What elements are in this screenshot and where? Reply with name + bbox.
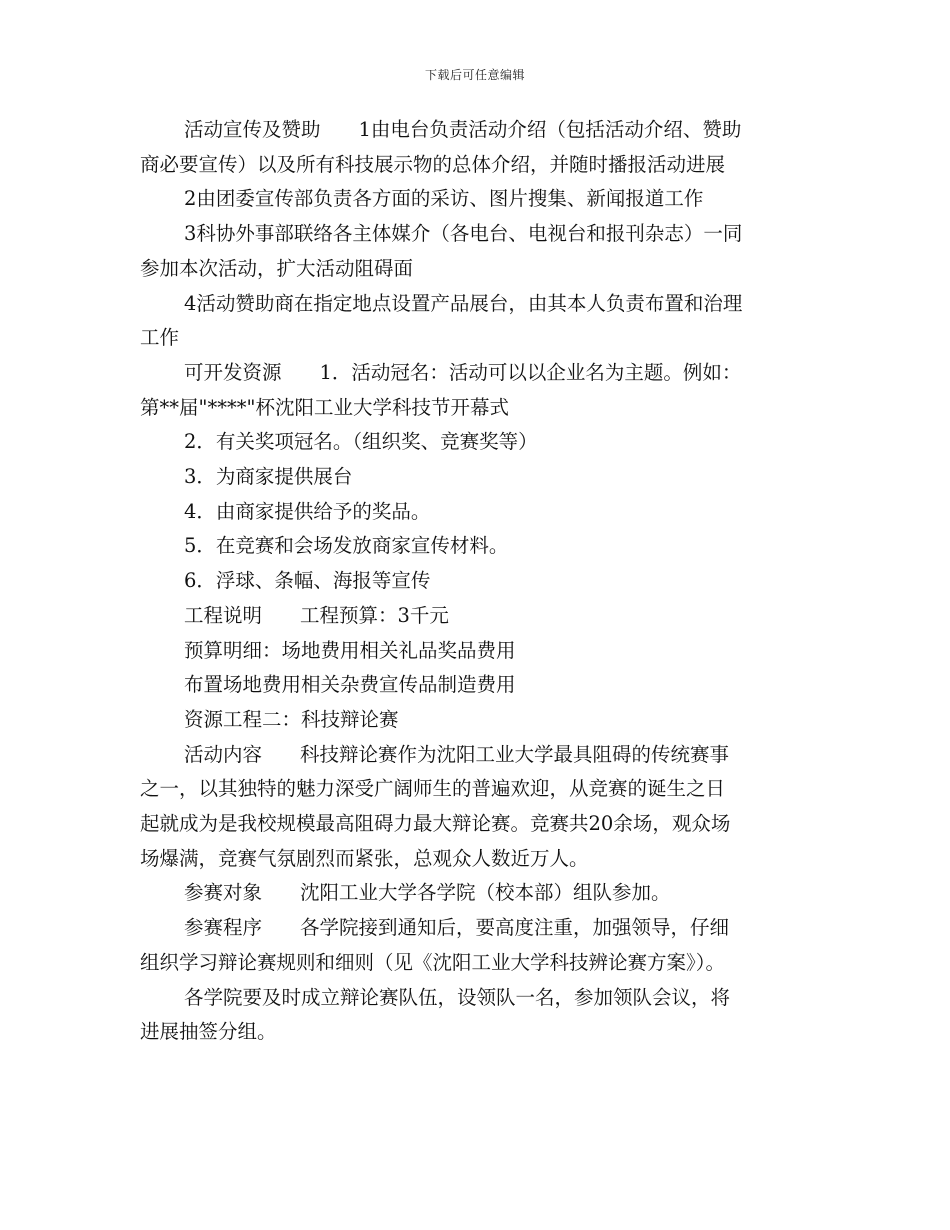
section-label: 参赛对象 xyxy=(184,881,263,905)
line-text: 1由电台负责活动介绍（包括活动介绍、赞助 xyxy=(358,118,742,141)
paragraph-line: 预算明细：场地费用相关礼品奖品费用 xyxy=(184,638,516,662)
paragraph-line: 3科协外事部联络各主体媒介（各电台、电视台和报刊杂志）一同 xyxy=(184,222,743,246)
paragraph-line: 参加本次活动，扩大活动阻碍面 xyxy=(140,256,414,280)
paragraph-line: 第**届"****"杯沈阳工业大学科技节开幕式 xyxy=(140,395,509,419)
paragraph-line xyxy=(140,876,815,911)
paragraph-line: 各学院要及时成立辩论赛队伍，设领队一名，参加领队会议，将 xyxy=(184,985,731,1009)
paragraph-line xyxy=(140,356,815,391)
list-item: 6．浮球、条幅、海报等宣传 xyxy=(184,569,431,593)
paragraph-line: 工作 xyxy=(140,326,180,350)
list-item: 4．由商家提供给予的奖品。 xyxy=(184,499,431,523)
line-text: 1．活动冠名：活动可以以企业名为主题。例如： xyxy=(319,360,742,384)
section-label: 活动宣传及赞助 xyxy=(184,118,321,141)
paragraph-line: 商必要宣传）以及所有科技展示物的总体介绍，并随时播报活动进展 xyxy=(140,152,726,176)
paragraph-line xyxy=(140,113,815,148)
paragraph-line: 组织学习辩论赛规则和细则（见《沈阳工业大学科技辨论赛方案》）。 xyxy=(140,950,726,974)
section-label: 可开发资源 xyxy=(184,360,282,384)
paragraph-line: 场爆满，竞赛气氛剧烈而紧张，总观众人数近万人。 xyxy=(140,846,589,870)
page-header: 下载后可任意编辑 xyxy=(424,68,525,82)
paragraph-line xyxy=(140,599,815,634)
section-heading: 资源工程二：科技辩论赛 xyxy=(184,707,399,731)
paragraph-line: 之一，以其独特的魅力深受广阔师生的普遍欢迎，从竞赛的诞生之日 xyxy=(140,777,726,801)
line-text: 工程预算：3千元 xyxy=(300,603,449,627)
paragraph-line: 进展抽签分组。 xyxy=(140,1020,277,1044)
line-text: 各学院接到通知后，要高度注重，加强领导，仔细 xyxy=(300,916,730,940)
line-text: 科技辩论赛作为沈阳工业大学最具阻碍的传统赛事 xyxy=(300,742,730,766)
document-body xyxy=(140,113,815,1050)
list-item: 2．有关奖项冠名。（组织奖、竞赛奖等） xyxy=(184,430,538,454)
paragraph-line: 起就成为是我校规模最高阻碍力最大辩论赛。竞赛共20余场，观众场 xyxy=(140,812,731,836)
section-label: 活动内容 xyxy=(184,742,263,766)
line-text: 沈阳工业大学各学院（校本部）组队参加。 xyxy=(300,881,671,905)
paragraph-line: 4活动赞助商在指定地点设置产品展台，由其本人负责布置和治理 xyxy=(184,291,743,315)
paragraph-line: 2由团委宣传部负责各方面的采访、图片搜集、新闻报道工作 xyxy=(184,187,704,211)
paragraph-line: 布置场地费用相关杂费宣传品制造费用 xyxy=(184,673,516,697)
list-item: 3．为商家提供展台 xyxy=(184,465,353,489)
section-label: 工程说明 xyxy=(184,603,263,627)
paragraph-line xyxy=(140,738,815,773)
list-item: 5．在竞赛和会场发放商家宣传材料。 xyxy=(184,534,509,558)
paragraph-line xyxy=(140,911,815,946)
section-label: 参赛程序 xyxy=(184,916,263,940)
